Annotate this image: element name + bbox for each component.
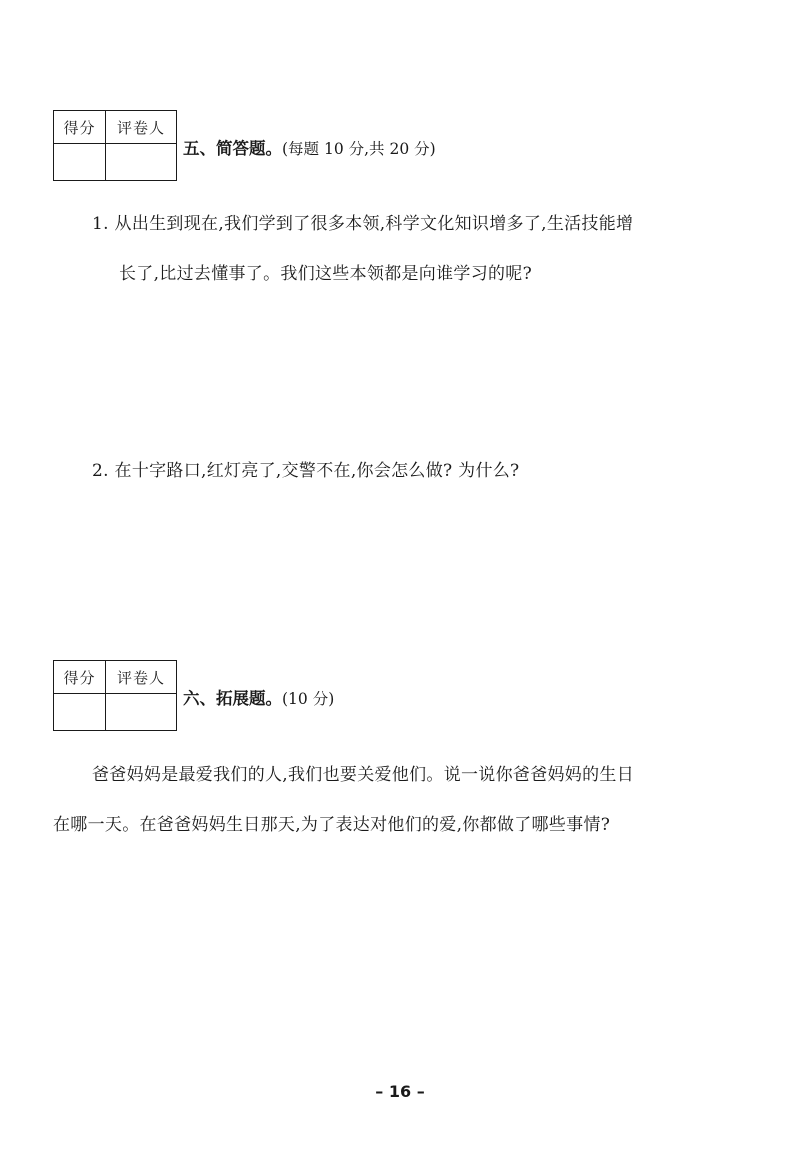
grader-label: 评卷人 — [106, 111, 176, 144]
question2-line1: 2. 在十字路口,红灯亮了,交警不在,你会怎么做? 为什么? — [92, 461, 520, 481]
grader-entry-cell — [106, 694, 176, 730]
section5-title — [183, 135, 436, 159]
extension-prompt-line1: 爸爸妈妈是最爱我们的人,我们也要关爱他们。说一说你爸爸妈妈的生日 — [92, 765, 635, 785]
grader-entry-cell — [106, 144, 176, 180]
grader-label: 评卷人 — [106, 661, 176, 694]
section5-note: (每题 10 分,共 20 分) — [282, 140, 436, 158]
section5-heading: 五、简答题。 — [183, 139, 282, 158]
section6-title — [183, 685, 334, 709]
page-number: – 16 – — [375, 1082, 425, 1101]
score-label: 得分 — [54, 111, 106, 144]
extension-prompt-line2: 在哪一天。在爸爸妈妈生日那天,为了表达对他们的爱,你都做了哪些事情? — [53, 815, 611, 835]
section6-heading: 六、拓展题。 — [183, 689, 282, 708]
score-entry-cell — [54, 144, 106, 180]
section6-note: (10 分) — [282, 690, 335, 708]
question1-line2: 长了,比过去懂事了。我们这些本领都是向谁学习的呢? — [119, 264, 533, 284]
question1-line1: 1. 从出生到现在,我们学到了很多本领,科学文化知识增多了,生活技能增 — [92, 214, 634, 234]
score-box-section6 — [53, 660, 177, 731]
score-entry-cell — [54, 694, 106, 730]
score-box-section5 — [53, 110, 177, 181]
score-label: 得分 — [54, 661, 106, 694]
